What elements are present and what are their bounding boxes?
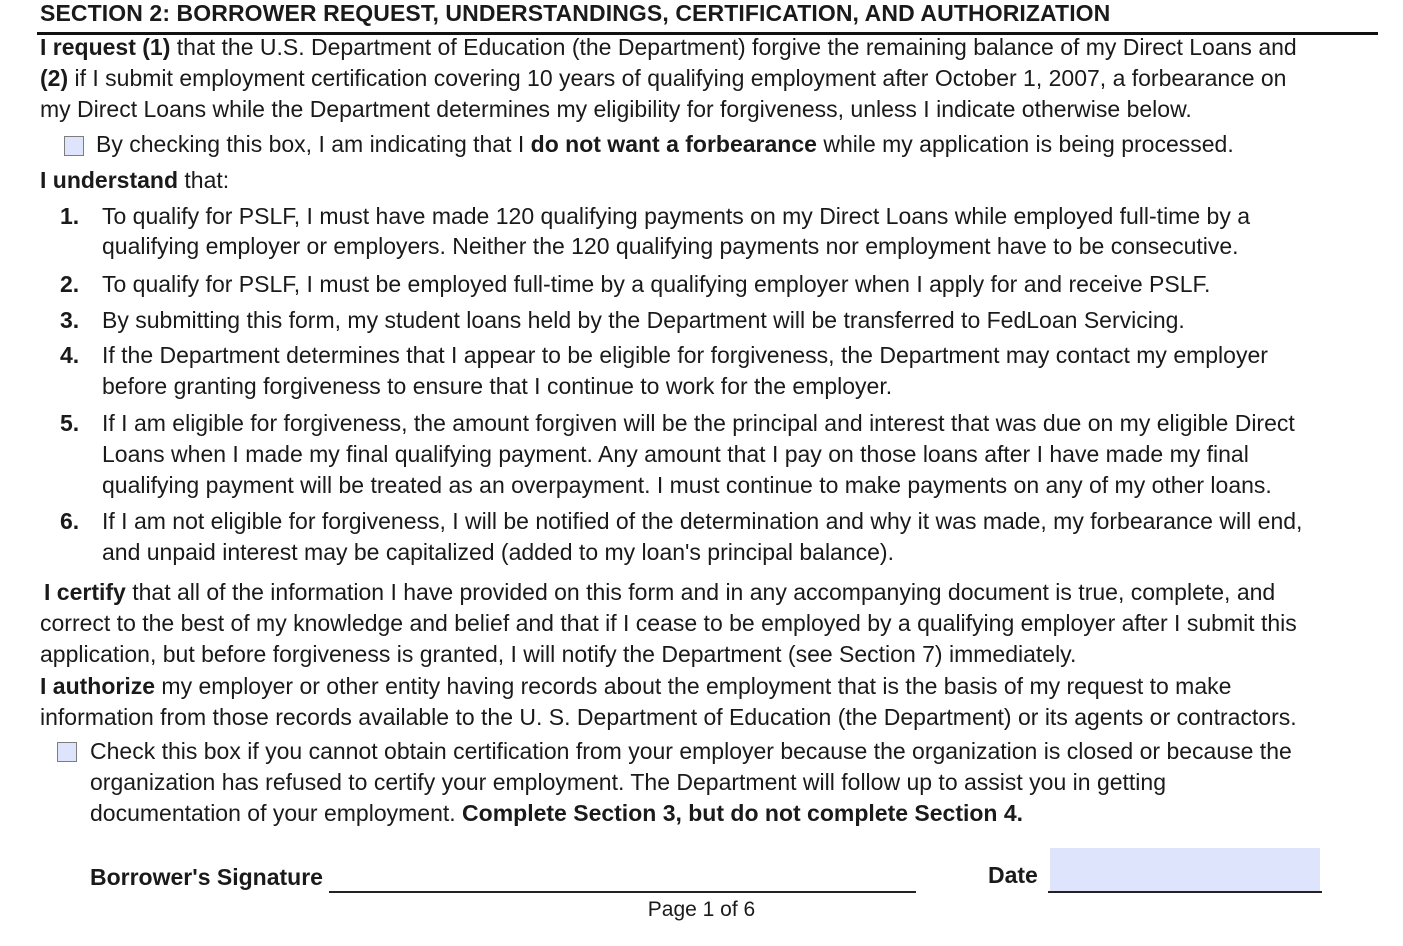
list-item-line: qualifying employer or employers. Neither the 120 qualifying payments nor employment have to be consecutive. (102, 233, 1239, 259)
no-forbearance-label (96, 129, 1234, 160)
list-item-number: 1. (60, 203, 80, 229)
request-line-3 (40, 94, 1192, 125)
understand-rest: that: (178, 167, 230, 193)
no-forbearance-text-after: while my application is being processed. (816, 131, 1234, 157)
request-line-1 (40, 32, 1297, 63)
date-line (1048, 891, 1322, 893)
understand-lead: I understand (40, 167, 179, 193)
employer-closed-line-1: Check this box if you cannot obtain certification from your employer because the organization is closed or because the (90, 738, 1292, 764)
list-item-line: qualifying payment will be treated as an overpayment. I must continue to make payments on any of my other loans. (102, 472, 1272, 498)
request-text-2: if I submit employment certification covering 10 years of qualifying employment after October 1, 2007, a forbearance on (68, 65, 1287, 91)
certify-line-1 (44, 577, 1275, 608)
authorize-lead: I authorize (40, 673, 156, 699)
request-lead: I request (40, 34, 136, 60)
understand-heading (40, 165, 229, 196)
date-label: Date (988, 862, 1038, 888)
list-item-line: If the Department determines that I appear to be eligible for forgiveness, the Department may contact my employer (102, 342, 1268, 368)
list-item-line: Loans when I made my final qualifying payment. Any amount that I pay on those loans after I have made my final (102, 441, 1249, 467)
request-text-1: that the U.S. Department of Education (the Department) forgive the remaining balance of my Direct Loans and (170, 34, 1297, 60)
list-item-number: 6. (60, 508, 80, 534)
authorize-text-1: my employer or other entity having records about the employment that is the basis of my request to make (155, 673, 1232, 699)
list-item-number: 4. (60, 342, 80, 368)
signature-line (329, 891, 916, 893)
certify-text-1: that all of the information I have provided on this form and in any accompanying document is true, complete, and (125, 579, 1276, 605)
section-title: SECTION 2: BORROWER REQUEST, UNDERSTANDINGS, CERTIFICATION, AND AUTHORIZATION (40, 0, 1111, 26)
no-forbearance-text-bold: do not want a forbearance (530, 131, 817, 157)
employer-closed-checkbox[interactable] (57, 742, 77, 762)
employer-closed-text-3: documentation of your employment. (90, 800, 463, 826)
list-item-line: To qualify for PSLF, I must be employed full-time by a qualifying employer when I apply for and receive PSLF. (102, 271, 1211, 297)
list-item-line: If I am not eligible for forgiveness, I will be notified of the determination and why it was made, my forbearance will end, (102, 508, 1303, 534)
list-item-line: and unpaid interest may be capitalized (added to my loan's principal balance). (102, 539, 894, 565)
request-text-3: my Direct Loans while the Department determines my eligibility for forgiveness, unless I indicate otherwise below. (40, 96, 1192, 122)
request-line-2 (40, 63, 1286, 94)
signature-label: Borrower's Signature (90, 864, 323, 890)
no-forbearance-text-before: By checking this box, I am indicating that I (96, 131, 531, 157)
list-item-line: before granting forgiveness to ensure that I continue to work for the employer. (102, 373, 893, 399)
no-forbearance-checkbox[interactable] (64, 136, 84, 156)
list-item-number: 2. (60, 271, 80, 297)
certify-line-2: correct to the best of my knowledge and belief and that if I cease to be employed by a qualifying employer after I submit this (40, 610, 1297, 636)
list-item-number: 5. (60, 410, 80, 436)
list-item-line: By submitting this form, my student loans held by the Department will be transferred to FedLoan Servicing. (102, 307, 1185, 333)
employer-closed-bold: Complete Section 3, but do not complete Section 4. (462, 800, 1024, 826)
employer-closed-line-3 (90, 798, 1023, 829)
request-num-2: (2) (40, 65, 69, 91)
certify-line-3: application, but before forgiveness is granted, I will notify the Department (see Section 7) immediately. (40, 641, 1077, 667)
authorize-line-1 (40, 671, 1231, 702)
list-item-line: To qualify for PSLF, I must have made 120 qualifying payments on my Direct Loans while employed full-time by a (102, 203, 1251, 229)
list-item-line: If I am eligible for forgiveness, the amount forgiven will be the principal and interest that was due on my eligible Direct (102, 410, 1295, 436)
request-num-1: (1) (135, 34, 171, 60)
date-field[interactable] (1050, 848, 1320, 892)
authorize-line-2: information from those records available to the U. S. Department of Education (the Department) or its agents or contractors. (40, 704, 1297, 730)
certify-lead: I certify (44, 579, 126, 605)
list-item-number: 3. (60, 307, 80, 333)
page-number: Page 1 of 6 (647, 898, 756, 921)
employer-closed-line-2: organization has refused to certify your employment. The Department will follow up to assist you in getting (90, 769, 1167, 795)
